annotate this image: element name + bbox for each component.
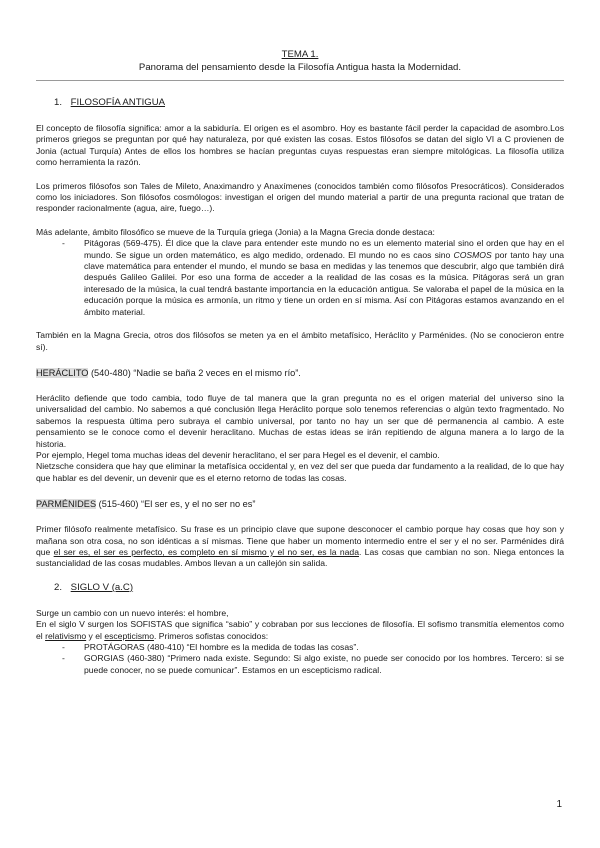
pitagoras-list	[36, 238, 564, 318]
paragraph-metafisica: También en la Magna Grecia, otros dos filósofos se meten ya en el ámbito metafísico, Heráclito y Parménides. (No se conocieron entre sí).	[36, 330, 564, 352]
sofistas-list	[36, 642, 564, 676]
section-number: 1.	[54, 97, 63, 108]
paragraph-hegel: Por ejemplo, Hegel toma muchas ideas del devenir heraclitano, el ser para Hegel es el devenir, el cambio.	[36, 449, 440, 460]
section-label: SIGLO V (a.C)	[70, 581, 134, 593]
escepticismo-term: escepticismo	[104, 630, 154, 641]
header-rule	[36, 80, 564, 81]
section-heading-2	[54, 582, 564, 594]
cosmos-term: COSMOS	[453, 249, 492, 260]
section-number: 2.	[54, 581, 63, 593]
list-item-protagoras: - PROTÁGORAS (480-410) “El hombre es la medida de todas las cosas”.	[84, 642, 564, 653]
relativismo-term: relativismo	[45, 630, 87, 641]
parmenides-heading: PARMÉNIDES (515-460) “El ser es, y el no ser no es”	[36, 499, 256, 510]
section-label: FILOSOFÍA ANTIGUA	[70, 97, 166, 108]
heraclito-name: HERÁCLITO	[36, 367, 89, 378]
section-heading-1	[54, 97, 564, 109]
paragraph-parmenides: Primer filósofo realmente metafísico. Su frase es un principio clave que supone desconocer el cambio porque hay cosas que hoy son y mañana son otra cosa, no son idénticas a sí mismas. Tiene que haber un momento intermedio entre el ser y el no ser. Parménides dirá que el ser es, el ser es perfecto, es completo en sí mismo y el no ser, es la nada. Las cosas que cambian no son. Niega entonces la sustancialidad de las cosas mudables. Ambos llevan a un callejón sin salida.	[36, 524, 564, 569]
list-item-gorgias: - GORGIAS (460-380) “Primero nada existe. Segundo: Si algo existe, no puede ser conocido por los hombres. Tercero: si se puede conocer, no se puede comunicar”. Estamos en un escepticismo radical.	[84, 653, 564, 676]
heraclito-heading: HERÁCLITO (540-480) “Nadie se baña 2 veces en el mismo río”.	[36, 367, 301, 378]
paragraph-magna-grecia: Más adelante, ámbito filosófico se mueve de la Turquía griega (Jonia) a la Magna Grecia donde destaca:	[36, 226, 435, 237]
paragraph-presocraticos: Los primeros filósofos son Tales de Mileto, Anaximandro y Anaxímenes (conocidos también como filósofos Presocráticos). Considerados como los iniciadores. Son filósofos cosmólogos: investigan el origen del mundo material a partir de una pregunta racional que tratan de responder racionalmente (agua, aire, fuego…).	[36, 180, 564, 214]
list-item-pitagoras: - Pitágoras (569-475). Él dice que la clave para entender este mundo no es un elemento material sino el orden que hay en el mundo. Se sigue un orden matemático, es algo medido, ordenado. El mundo no es caos sino COSMOS por tanto hay una clave matemática para entender el mundo, el mundo se basa en medidas y las tenemos que descubrir, algo que también dirá después Galileo Galilei. Por eso una forma de acceder a la realidad de las cosas es la música. Pitágoras será un gran interesado de la música, la cual tendrá bastante importancia en la educación antigua. Se valoraba el papel de la música en la educación porque la música es armonía, un ritmo y tiene un orden en sí misma. Así con Pitágoras estamos avanzando en el ámbito material.	[84, 238, 564, 318]
parmenides-name: PARMÉNIDES	[36, 499, 97, 510]
paragraph-sofistas: En el siglo V surgen los SOFISTAS que significa “sabio” y cobraban por sus lecciones de filosofía. El sofismo transmitía elementos como el relativismo y el escepticismo. Primeros sofistas conocidos:	[36, 619, 564, 641]
paragraph-heraclito: Heráclito defiende que todo cambia, todo fluye de tal manera que la gran pregunta no es el origen material del universo sino la universalidad del cambio. No sabemos a qué conclusión llega Heráclito porque solo tenemos referencias o algún texto fragmentado. No sabemos la respuesta última pero subraya el cambio universal, por tanto no hay un ser que dé permanencia al cambio. A este pensamiento se le conoce como el devenir heraclitano. Muchas de estas ideas se irán repitiendo de alguna manera a lo largo de la historia.	[36, 392, 564, 449]
document-subtitle: Panorama del pensamiento desde la Filosofía Antigua hasta la Modernidad.	[138, 62, 462, 73]
header	[36, 48, 564, 74]
underlined-phrase: el ser es, el ser es perfecto, es completo en sí mismo y el no ser, es la nada	[53, 546, 359, 557]
page-number: 1	[556, 799, 562, 810]
paragraph-nietzsche: Nietzsche considera que hay que eliminar la metafísica occidental y, en vez del ser que pueda dar fundamento a la realidad, de lo que hay que hablar es del devenir, un devenir que es el eterno retorno de todas las cosas.	[36, 461, 564, 483]
document-title: TEMA 1.	[281, 49, 319, 60]
paragraph-surge: Surge un cambio con un nuevo interés: el hombre,	[36, 607, 229, 618]
paragraph-intro: El concepto de filosofía significa: amor a la sabiduría. El origen es el asombro. Hoy es bastante fácil perder la capacidad de asombro.Los primeros griegos se preguntan por qué hay naturaleza, por qué existen las cosas. Estos filósofos se datan del siglo VI a C provienen de Jonia (actual Turquía) Antes de ellos los hombres se hacían preguntas cuyas respuestas eran siempre mitológicas. La filosofía utiliza como herramienta la razón.	[36, 123, 564, 168]
